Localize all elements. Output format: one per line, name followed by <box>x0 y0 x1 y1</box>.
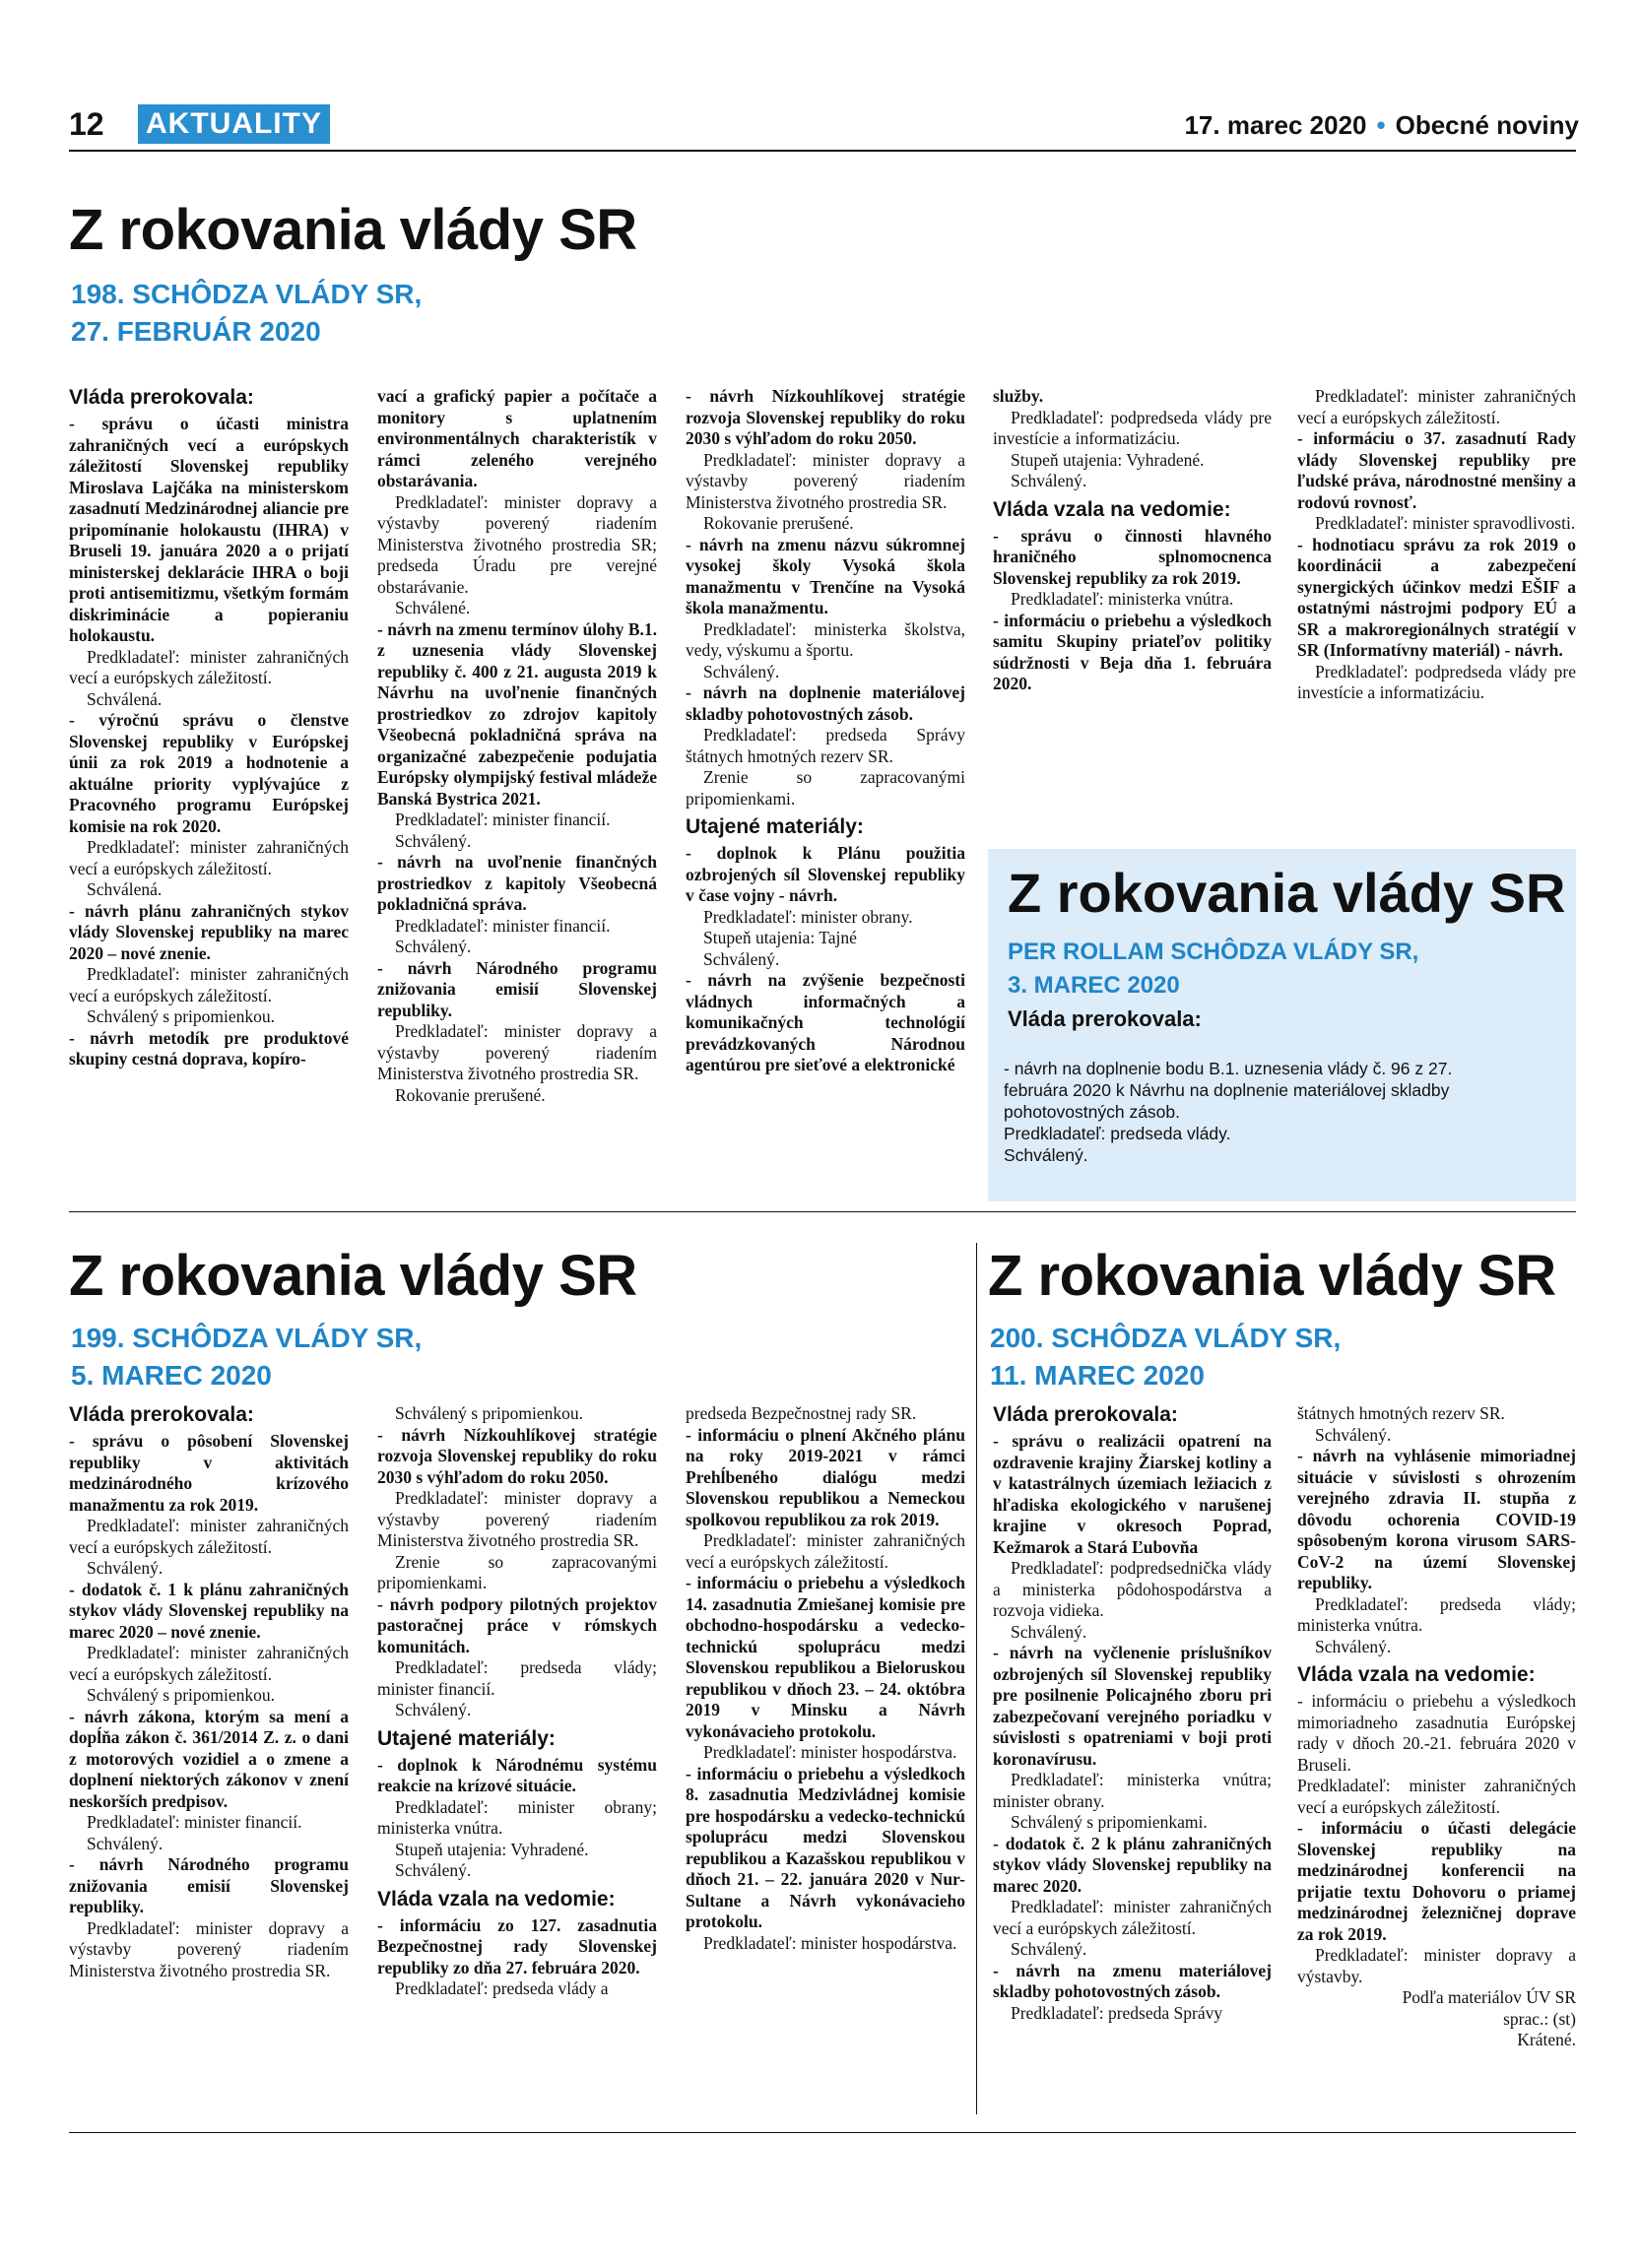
item-note: Schválený. <box>395 1700 472 1719</box>
agenda-item: - návrh Nízkouhlíkovej stratégie rozvoja Slovenskej republiky do roku 2030 s výhľadom do roku 2050. <box>686 386 965 448</box>
item-note: Predkladateľ: minister hospodárstva. <box>703 1932 957 1953</box>
item-note: Stupeň utajenia: Vyhradené. <box>1011 449 1205 470</box>
item-note: Predkladateľ: minister zahraničných vecí a európskych záležitostí. <box>69 964 349 1005</box>
item-note: Schválený. <box>1011 1939 1087 1959</box>
item-note: Schválený. <box>395 937 472 956</box>
agenda-item: - návrh metodík pre produktové skupiny cestná doprava, kopíro- <box>69 1027 349 1069</box>
article-2-column-1 <box>69 1403 349 1981</box>
agenda-item: - návrh plánu zahraničných stykov vlády Slovenskej republiky na marec 2020 – nové znenie. <box>69 900 349 963</box>
agenda-item: - výročnú správu o členstve Slovenskej republiky v Európskej únii za rok 2019 a hodnotenie a aktuálne priority vyplývajúce z Pracovného programu Európskej komisie na rok 2020. <box>69 710 349 836</box>
item-note: Predkladateľ: minister obrany. <box>703 906 913 927</box>
article-3-column-1 <box>993 1403 1272 2024</box>
item-note: Schválený. <box>1011 1621 1087 1642</box>
agenda-item: - správu o pôsobení Slovenskej republiky v aktivitách medzinárodného krízového manažmentu za rok 2019. <box>69 1431 349 1515</box>
box-line: pohotovostných zásob. <box>1004 1102 1181 1122</box>
agenda-item: - návrh na uvoľnenie finančných prostriedkov z kapitoly Všeobecná pokladničná správa. <box>377 852 657 914</box>
article-1-meeting: 198. SCHÔDZA VLÁDY SR, <box>71 279 423 309</box>
agenda-item: - informáciu o účasti delegácie Slovenskej republiky na medzinárodnej konferencii na prijatie textu Dohovoru o priamej medzinárodnej železničnej doprave za rok 2019. <box>1297 1818 1576 1944</box>
header-rule <box>69 150 1576 152</box>
article-1-column-4 <box>993 386 1272 695</box>
subsection-heading: Utajené materiály: <box>686 815 864 838</box>
subsection-heading: Vláda prerokovala: <box>69 1403 254 1426</box>
item-note: Predkladateľ: minister zahraničných vecí a európskych záležitostí. <box>69 1516 349 1557</box>
agenda-item: - návrh zákona, ktorým sa mení a dopĺňa zákon č. 361/2014 Z. z. o dani z motorových vozidiel a o zmene a doplnení niektorých zákonov v znení neskorších predpisov. <box>69 1706 349 1811</box>
item-note: Schválený s pripomienkou. <box>395 1403 584 1423</box>
box-text <box>1004 1058 1555 1166</box>
article-1-subtitle <box>71 276 422 351</box>
box-line: Predkladateľ: predseda vlády. <box>1004 1124 1231 1143</box>
agenda-item: služby. <box>993 386 1044 406</box>
agenda-item: - správu o realizácii opatrení na ozdravenie krajiny Žiarskej kotliny a v katastrálnych územiach ležiacich z hľadiska ekologického v narušenej krajine v okresoch Poprad, Kežmarok a Stará Ľubovňa <box>993 1431 1272 1557</box>
agenda-item: - návrh Nízkouhlíkovej stratégie rozvoja Slovenskej republiky do roku 2030 s výhľadom do roku 2050. <box>377 1424 657 1487</box>
article-3-date: 11. MAREC 2020 <box>990 1360 1205 1391</box>
box-line: Schválený. <box>1004 1145 1088 1165</box>
agenda-item: - informáciu o plnení Akčného plánu na roky 2019-2021 v rámci Prehĺbeného dialógu medzi Slovenskou republikou a Nemeckou spolkovou republikou za rok 2019. <box>686 1424 965 1529</box>
item-note: Predkladateľ: minister dopravy a výstavby poverený riadením Ministerstva životného prostredia SR. <box>686 449 965 512</box>
item-note: Predkladateľ: minister zahraničných vecí a európskych záležitostí. <box>1297 386 1576 427</box>
article-2-column-2 <box>377 1403 657 2000</box>
agenda-item: - správu o účasti ministra zahraničných vecí a európskych záležitostí Slovenskej republiky Miroslava Lajčáka na ministerskom zasadnutí Medzinárodnej aliancie pre pripomínanie holokaustu (IHRA) v Bruseli 19. januára 2020 a o prijatí ministerskej deklarácie IHRA o boji proti antisemitizmu, všetkým formám diskriminácie a popieraniu holokaustu. <box>69 414 349 645</box>
agenda-item: - návrh na zvýšenie bezpečnosti vládnych informačných a komunikačných technológií prevádzkovaných Národnou agentúrou pre sieťové a elektronické <box>686 970 965 1074</box>
article-2-column-3 <box>686 1403 965 1954</box>
box-heading: Vláda prerokovala: <box>1008 1006 1202 1031</box>
box-line: februára 2020 k Návrhu na doplnenie materiálovej skladby <box>1004 1080 1450 1100</box>
agenda-item: - návrh Národného programu znižovania emisií Slovenskej republiky. <box>377 957 657 1020</box>
box-subtitle <box>1008 936 1418 1003</box>
issue-info <box>1184 110 1579 141</box>
source-note: Krátené. <box>1517 2030 1576 2049</box>
item-note: Stupeň utajenia: Tajné <box>703 928 857 947</box>
item-note: Schválený. <box>1315 1636 1392 1656</box>
footer-rule <box>69 2132 1576 2133</box>
item-note: Schválené. <box>395 598 471 617</box>
agenda-item: - správu o činnosti hlavného hraničného splnomocnenca Slovenskej republiky za rok 2019. <box>993 525 1272 588</box>
text-line: predseda Bezpečnostnej rady SR. <box>686 1403 917 1423</box>
agenda-item: - informáciu o priebehu a výsledkoch 14. zasadnutia Zmiešanej komisie pre obchodno-hospodársku a vedecko-technickú spoluprácu medzi Slovenskou republikou a Bieloruskou republikou v dňoch 23. – 24. októbra 2019 v Minsku a Návrh vykonávacieho protokolu. <box>686 1573 965 1741</box>
item-note: Predkladateľ: predseda vlády a <box>395 1978 609 1998</box>
item-note: Predkladateľ: predseda vlády; ministerka vnútra. <box>1297 1593 1576 1635</box>
item-note: Predkladateľ: minister hospodárstva. <box>703 1742 957 1762</box>
agenda-item: - doplnok k Plánu použitia ozbrojených síl Slovenskej republiky v čase vojny - návrh. <box>686 843 965 905</box>
text-line: štátnych hmotných rezerv SR. <box>1297 1403 1505 1423</box>
article-1-column-2 <box>377 386 657 1106</box>
agenda-item: - návrh na zmenu názvu súkromnej vysokej školy Vysoká škola manažmentu v Trenčíne na Vysoká škola manažmentu. <box>686 534 965 617</box>
article-3-title: Z rokovania vlády SR <box>988 1244 1556 1308</box>
item-note: Predkladateľ: minister zahraničných vecí a európskych záležitostí. <box>686 1530 965 1572</box>
item-note: Schválený. <box>1315 1424 1392 1445</box>
item-note: Schválený s pripomienkou. <box>87 1006 276 1026</box>
item-note: Rokovanie prerušené. <box>703 513 854 533</box>
item-note: Predkladateľ: minister dopravy a výstavby. <box>1297 1945 1576 1986</box>
text-line: - informáciu o priebehu a výsledkoch mimoriadneho zasadnutia Európskej rady v dňoch 20.-21. februára 2020 v Bruseli. <box>1297 1691 1576 1775</box>
agenda-item: - hodnotiacu správu za rok 2019 o koordinácii a zabezpečení synergických účinkov medzi EŠIF a ostatnými nástrojmi podpory EÚ a SR a makroregionálnych stratégií v SR (Informatívny materiál) - návrh. <box>1297 534 1576 660</box>
item-note: Predkladateľ: podpredsednička vlády a ministerka pôdohospodárstva a rozvoja vidieka. <box>993 1558 1272 1620</box>
item-note: Predkladateľ: predseda Správy <box>1011 2002 1223 2023</box>
agenda-item: - informáciu o 37. zasadnutí Rady vlády Slovenskej republiky pre ľudské práva, národnostné menšiny a rodovú rovnosť. <box>1297 428 1576 512</box>
item-note: Predkladateľ: minister dopravy a výstavby poverený riadením Ministerstva životného prostredia SR. <box>69 1917 349 1980</box>
article-3-meeting: 200. SCHÔDZA VLÁDY SR, <box>990 1323 1342 1353</box>
agenda-item: - návrh Národného programu znižovania emisií Slovenskej republiky. <box>69 1854 349 1916</box>
item-note: Predkladateľ: ministerka vnútra; minister obrany. <box>993 1770 1272 1811</box>
item-note: Predkladateľ: minister financií. <box>395 915 611 936</box>
item-note: Predkladateľ: minister zahraničných vecí a európskych záležitostí. <box>69 646 349 687</box>
item-note: Predkladateľ: minister obrany; ministerka vnútra. <box>377 1796 657 1838</box>
item-note: Predkladateľ: ministerka školstva, vedy, výskumu a športu. <box>686 618 965 660</box>
agenda-item: - doplnok k Národnému systému reakcie na krízové situácie. <box>377 1754 657 1795</box>
agenda-item: - návrh na zmenu materiálovej skladby pohotovostných zásob. <box>993 1960 1272 2001</box>
item-note: Predkladateľ: ministerka vnútra. <box>1011 589 1234 609</box>
item-note: Predkladateľ: minister spravodlivosti. <box>1315 513 1576 533</box>
article-1-column-5 <box>1297 386 1576 704</box>
item-note: Predkladateľ: predseda Správy štátnych hmotných rezerv SR. <box>686 725 965 766</box>
article-1-column-1 <box>69 386 349 1070</box>
item-note: Predkladateľ: minister zahraničných vecí a európskych záležitostí. <box>69 837 349 878</box>
column-divider <box>976 1243 977 2114</box>
item-note: Stupeň utajenia: Vyhradené. <box>395 1839 589 1859</box>
article-1-column-3 <box>686 386 965 1076</box>
article-1-title: Z rokovania vlády SR <box>69 198 637 262</box>
item-note: Predkladateľ: minister zahraničných vecí a európskych záležitostí. <box>69 1643 349 1684</box>
item-note: Predkladateľ: minister dopravy a výstavby poverený riadením Ministerstva životného prostredia SR. <box>377 1021 657 1083</box>
item-note: Schválený. <box>87 1558 164 1578</box>
item-note: Schválený. <box>703 948 780 969</box>
issue-date: 17. marec 2020 <box>1184 110 1367 140</box>
item-note: Rokovanie prerušené. <box>395 1084 546 1105</box>
item-note: Predkladateľ: minister financií. <box>87 1812 302 1832</box>
box-date: 3. MAREC 2020 <box>1008 972 1180 999</box>
article-2-title: Z rokovania vlády SR <box>69 1244 637 1308</box>
item-note: Predkladateľ: predseda vlády; minister financií. <box>377 1657 657 1699</box>
item-note: Predkladateľ: minister financií. <box>395 810 611 829</box>
page-number: 12 <box>69 106 104 142</box>
box-line: - návrh na doplnenie bodu B.1. uznesenia vlády č. 96 z 27. <box>1004 1059 1453 1078</box>
article-3-column-2 <box>1297 1403 1576 2051</box>
article-2-subtitle <box>71 1320 422 1394</box>
agenda-item: - dodatok č. 1 k plánu zahraničných stykov vlády Slovenskej republiky na marec 2020 – nové znenie. <box>69 1579 349 1642</box>
item-note: Predkladateľ: podpredseda vlády pre investície a informatizáciu. <box>1297 661 1576 702</box>
item-note: Schválený s pripomienkou. <box>87 1685 276 1705</box>
section-divider <box>69 1211 1576 1212</box>
subsection-heading: Vláda vzala na vedomie: <box>377 1887 616 1911</box>
item-note: Predkladateľ: minister zahraničných vecí a európskych záležitostí. <box>993 1897 1272 1938</box>
per-rollam-box <box>988 849 1576 1201</box>
agenda-item: - informáciu o priebehu a výsledkoch samitu Skupiny priateľov politiky súdržnosti v Beja dňa 1. februára 2020. <box>993 610 1272 693</box>
article-3-subtitle <box>990 1320 1341 1394</box>
item-note: Predkladateľ: podpredseda vlády pre investície a informatizáciu. <box>993 407 1272 448</box>
agenda-item: - návrh na doplnenie materiálovej skladby pohotovostných zásob. <box>686 682 965 724</box>
item-note: Schválený. <box>87 1833 164 1853</box>
section-label: AKTUALITY <box>138 104 330 144</box>
agenda-item: - informáciu o priebehu a výsledkoch 8. zasadnutia Medzivládnej komisie pre hospodársku a vedecko-technickú spoluprácu medzi Slovenskou republikou a Kazašskou republikou v dňoch 21. – 22. januára 2020 v Nur-Sultane a Návrh vykonávacieho protokolu. <box>686 1763 965 1931</box>
box-meeting: PER ROLLAM SCHÔDZA VLÁDY SR, <box>1008 939 1419 965</box>
article-1-date: 27. FEBRUÁR 2020 <box>71 316 321 347</box>
item-note: Zrenie so zapracovanými pripomienkami. <box>377 1551 657 1592</box>
agenda-item: - návrh na vyhlásenie mimoriadnej situácie v súvislosti s ohrozením verejného zdravia II. stupňa z dôvodu ochorenia COVID-19 spôsobeným korona virusom SARS-CoV-2 na území Slovenskej republiky. <box>1297 1446 1576 1592</box>
item-note: Schválený. <box>395 1860 472 1880</box>
source-note: Podľa materiálov ÚV SR <box>1402 1987 1576 2007</box>
item-note: Schválený. <box>395 830 472 851</box>
article-2-meeting: 199. SCHÔDZA VLÁDY SR, <box>71 1323 423 1353</box>
agenda-item: - dodatok č. 2 k plánu zahraničných stykov vlády Slovenskej republiky na marec 2020. <box>993 1833 1272 1896</box>
item-note: Schválený. <box>703 661 780 681</box>
subsection-heading: Vláda vzala na vedomie: <box>993 497 1231 521</box>
subsection-heading: Vláda prerokovala: <box>69 386 254 409</box>
subsection-heading: Vláda prerokovala: <box>993 1403 1178 1426</box>
agenda-item: - návrh na vyčlenenie príslušníkov ozbrojených síl Slovenskej republiky pre posilnenie Policajného zboru pri zabezpečovaní verejného poriadku v súvislosti s opatreniami v boji proti koronavírusu. <box>993 1643 1272 1769</box>
article-2-date: 5. MAREC 2020 <box>71 1360 272 1391</box>
source-note: sprac.: (st) <box>1503 2008 1576 2029</box>
item-note: Predkladateľ: minister dopravy a výstavby poverený riadením Ministerstva životného prostredia SR; predseda Úradu pre verejné obstarávanie. <box>377 491 657 597</box>
agenda-item: - návrh na zmenu termínov úlohy B.1. z uznesenia vlády Slovenskej republiky č. 400 z 21. augusta 2019 k Návrhu na uvoľnenie finančných prostriedkov zo zdrojov kapitoly Všeobecná pokladničná správa na organizačné zabezpečenie podujatia Európsky olympijský festival mládeže Banská Bystrica 2021. <box>377 618 657 809</box>
agenda-item: vací a grafický papier a počítače a monitory s uplatnením environmentálnych charakteristík v rámci zeleného verejného obstarávania. <box>377 386 657 490</box>
publication-name: Obecné noviny <box>1395 110 1579 140</box>
subsection-heading: Vláda vzala na vedomie: <box>1297 1663 1536 1686</box>
item-note: Schválená. <box>87 879 163 899</box>
subsection-heading: Utajené materiály: <box>377 1726 556 1750</box>
item-note: Schválený s pripomienkami. <box>1011 1812 1208 1832</box>
item-note: Schválený. <box>1011 471 1087 490</box>
item-note: Zrenie so zapracovanými pripomienkami. <box>686 767 965 809</box>
agenda-item: - návrh podpory pilotných projektov pastoračnej práce v rómskych komunitách. <box>377 1593 657 1656</box>
item-note: Predkladateľ: minister dopravy a výstavby poverený riadením Ministerstva životného prostredia SR. <box>377 1488 657 1550</box>
text-line: Predkladateľ: minister zahraničných vecí a európskych záležitostí. <box>1297 1776 1576 1817</box>
box-title: Z rokovania vlády SR <box>1008 862 1566 924</box>
item-note: Schválená. <box>87 688 163 709</box>
agenda-item: - informáciu zo 127. zasadnutia Bezpečnostnej rady Slovenskej republiky zo dňa 27. februára 2020. <box>377 1914 657 1977</box>
separator-bullet: • <box>1376 110 1386 140</box>
